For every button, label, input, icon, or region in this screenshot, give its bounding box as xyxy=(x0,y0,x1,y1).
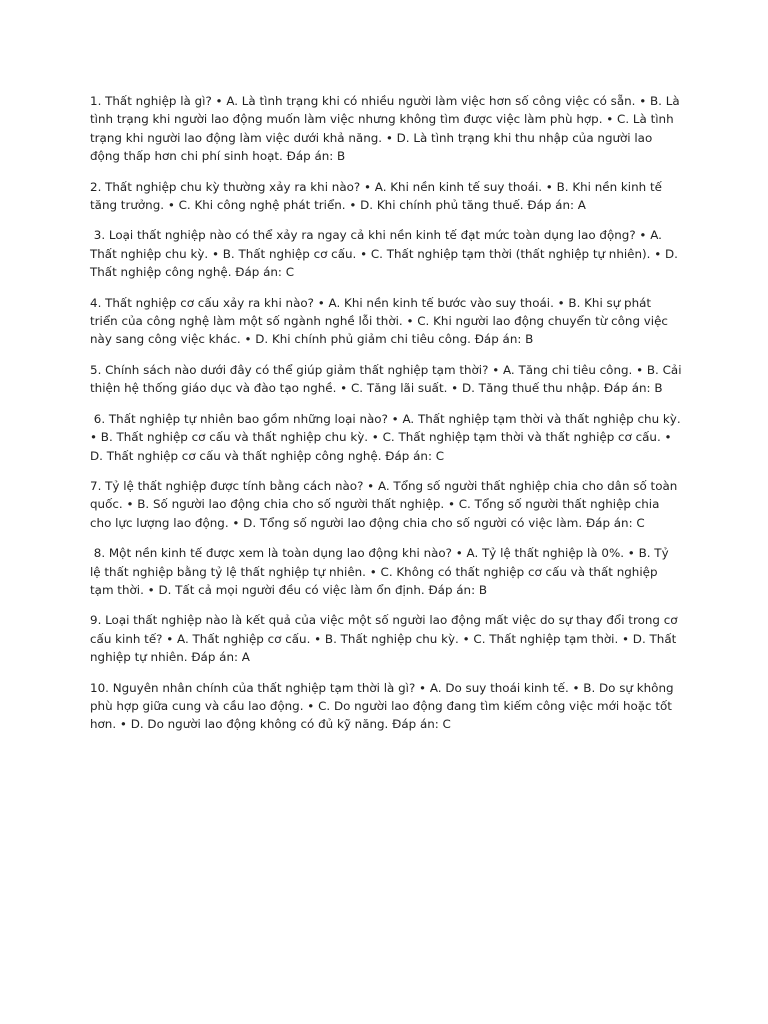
question-10: 10. Nguyên nhân chính của thất nghiệp tạm thời là gì? • A. Do suy thoái kinh tế. • B. Do sự không phù hợp giữa cung và cầu lao động. • C. Do người lao động đang tìm kiếm công việc mới hoặc tốt hơn. • D. Do người lao động không có đủ kỹ năng. Đáp án: C xyxy=(90,680,678,732)
question-5: 5. Chính sách nào dưới đây có thể giúp giảm thất nghiệp tạm thời? • A. Tăng chi tiêu công. • B. Cải thiện hệ thống giáo dục và đào tạo nghề. • C. Tăng lãi suất. • D. Tăng thuế thu nhập. Đáp án: B xyxy=(90,362,686,396)
question-6: 6. Thất nghiệp tự nhiên bao gồm những loại nào? • A. Thất nghiệp tạm thời và thất nghiệp chu kỳ. • B. Thất nghiệp cơ cấu và thất nghiệp chu kỳ. • C. Thất nghiệp tạm thời và thất nghiệp cơ cấu. • D. Thất nghiệp cơ cấu và thất nghiệp công nghệ. Đáp án: C xyxy=(90,411,685,463)
question-4: 4. Thất nghiệp cơ cấu xảy ra khi nào? • A. Khi nền kinh tế bước vào suy thoái. • B. Khi sự phát triển của công nghệ làm một số ngành nghề lỗi thời. • C. Khi người lao động chuyển từ công việc này sang công việc khác. • D. Khi chính phủ giảm chi tiêu công. Đáp án: B xyxy=(90,295,672,347)
question-9: 9. Loại thất nghiệp nào là kết quả của việc một số người lao động mất việc do sự thay đổi trong cơ cấu kinh tế? • A. Thất nghiệp cơ cấu. • B. Thất nghiệp chu kỳ. • C. Thất nghiệp tạm thời. • D. Thất nghiệp tự nhiên. Đáp án: A xyxy=(90,613,682,665)
question-8: 8. Một nền kinh tế được xem là toàn dụng lao động khi nào? • A. Tỷ lệ thất nghiệp là 0%. • B. Tỷ lệ thất nghiệp bằng tỷ lệ thất nghiệp tự nhiên. • C. Không có thất nghiệp cơ cấu và thất nghiệp tạm thời. • D. Tất cả mọi người đều có việc làm ổn định. Đáp án: B xyxy=(90,546,673,597)
question-3: 3. Loại thất nghiệp nào có thể xảy ra ngay cả khi nền kinh tế đạt mức toàn dụng lao động? • A. Thất nghiệp chu kỳ. • B. Thất nghiệp cơ cấu. • C. Thất nghiệp tạm thời (thất nghiệp tự nhiên). • D. Thất nghiệp công nghệ. Đáp án: C xyxy=(90,228,682,280)
question-list xyxy=(90,92,686,746)
question-7: 7. Tỷ lệ thất nghiệp được tính bằng cách nào? • A. Tổng số người thất nghiệp chia cho dân số toàn quốc. • B. Số người lao động chia cho số người thất nghiệp. • C. Tổng số người thất nghiệp chia cho lực lượng lao động. • D. Tổng số người lao động chia cho số người có việc làm. Đáp án: C xyxy=(90,478,682,530)
question-1: 1. Thất nghiệp là gì? • A. Là tình trạng khi có nhiều người làm việc hơn số công việc có sẵn. • B. Là tình trạng khi người lao động muốn làm việc nhưng không tìm được việc làm phù hợp. • C. Là tình trạng khi người lao động làm việc dưới khả năng. • D. Là tình trạng khi thu nhập của người lao động thấp hơn chi phí sinh hoạt. Đáp án: B xyxy=(90,94,684,164)
question-2: 2. Thất nghiệp chu kỳ thường xảy ra khi nào? • A. Khi nền kinh tế suy thoái. • B. Khi nền kinh tế tăng trưởng. • C. Khi công nghệ phát triển. • D. Khi chính phủ tăng thuế. Đáp án: A xyxy=(90,179,666,213)
